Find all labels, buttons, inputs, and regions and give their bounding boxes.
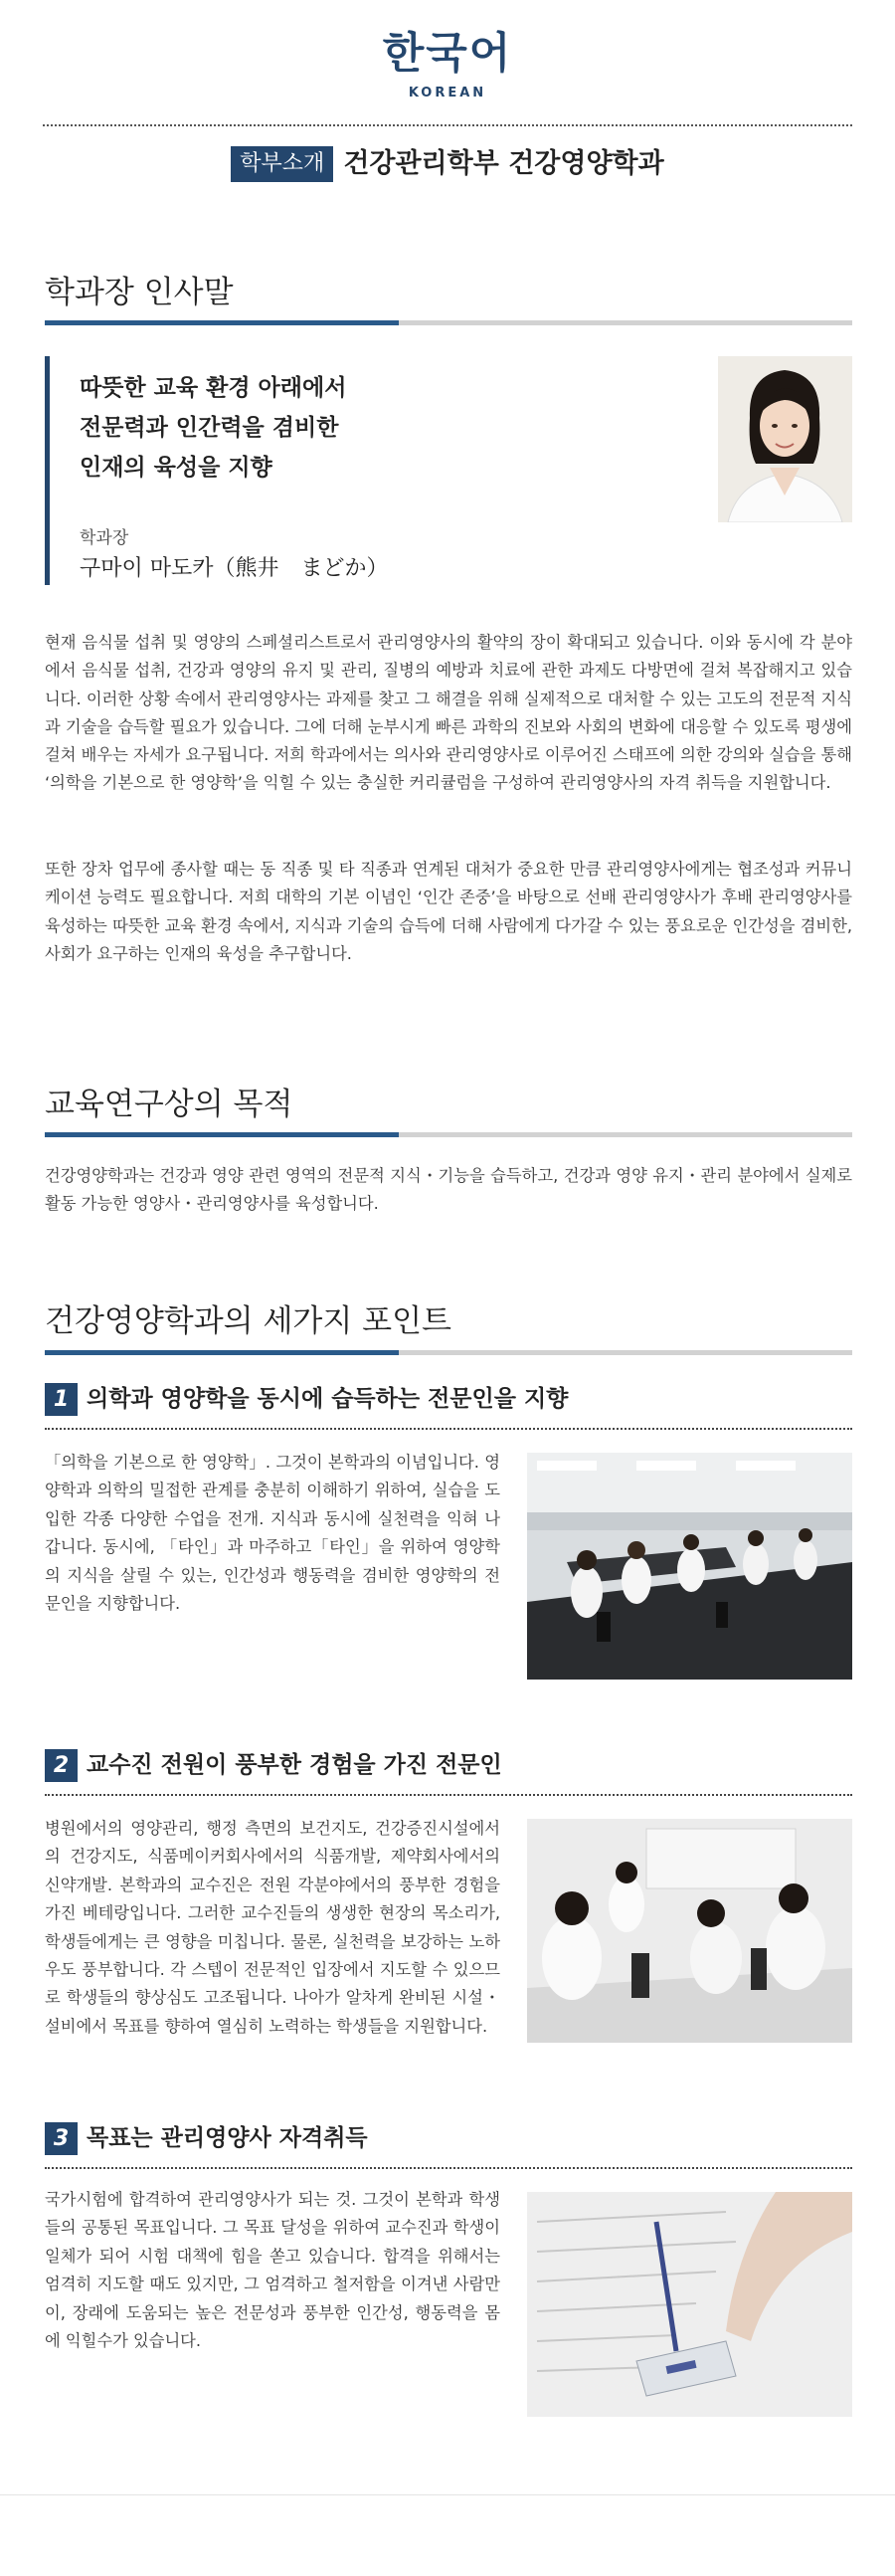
page-title xyxy=(0,146,895,186)
logo-english: KOREAN xyxy=(408,86,487,100)
point-2-text: 병원에서의 영양관리, 행정 측면의 보건지도, 건강증진시설에서의 건강지도, 식품메이커회사에서의 식품개발, 제약회사에서의 신약개발. 본학과의 교수진은 전원 각분야에서의 풍부한 경험을 가진 베테랑입니다. 그러한 교수진들의 생생한 현장의 목소리가, 학생들에게는 큰 영향을 미칩니다. 물론, 실천력을 보강하는 노하우도 풍부합니다. 각 스텝이 전문적인 입장에서 지도할 수 있으므로 학생들의 향상심도 고조됩니다. 나아가 알차게 완비된 시설・설비에서 목표를 향하여 열심히 노력하는 학생들을 지원합니다. xyxy=(45,1819,500,2036)
greeting-paragraph: 현재 음식물 섭취 및 영양의 스페셜리스트로서 관리영양사의 활약의 장이 확대되고 있습니다. 이와 동시에 각 분야에서 음식물 섭취, 건강과 영양의 유지 및 관리, 질병의 예방과 치료에 관한 과제도 다방면에 걸쳐 복잡해지고 있습니다. 이러한 상황 속에서 관리영양사는 과제를 찾고 그 해결을 위해 실제적으로 대처할 수 있는 고도의 전문적 지식과 기술을 습득할 필요가 있습니다. 그에 더해 눈부시게 빠른 과학의 진보와 사회의 변화에 대응할 수 있도록 평생에 걸쳐 배우는 자세가 요구됩니다. 저희 학과에서는 의사와 관리영양사로 이루어진 스태프에 의한 강의와 실습을 통해 ‘의학을 기본으로 한 영양학’을 익힐 수 있는 충실한 커리큘럼을 구성하여 관리영양사의 자격 취득을 지원합니다. xyxy=(45,633,852,793)
points-heading-rule xyxy=(45,1350,852,1355)
point-title: 의학과 영양학을 동시에 습득하는 전문인을 지향 xyxy=(87,1386,569,1412)
point-number-badge: 2 xyxy=(45,1749,78,1782)
point-number-badge: 1 xyxy=(45,1383,78,1416)
greeting-paragraph: 또한 장차 업무에 종사할 때는 동 직종 및 타 직종과 연계된 대처가 중요한 만큼 관리영양사에게는 협조성과 커뮤니케이션 능력도 필요합니다. 저희 대학의 기본 이념인 ‘인간 존중’을 바탕으로 선배 관리영양사가 후배 관리영양사를 육성하는 따뜻한 교육 환경 속에서, 지식과 기술의 습득에 더해 사람에게 다가갈 수 있는 풍요로운 인간성을 겸비한, 사회가 요구하는 인재의 육성을 추구합니다. xyxy=(45,860,852,963)
dean-role: 학과장 xyxy=(80,528,129,548)
greeting-heading: 학과장 인사말 xyxy=(45,275,234,310)
site-header xyxy=(0,0,895,126)
title-tag: 학부소개 xyxy=(231,146,333,182)
lab-students-photo xyxy=(527,1453,852,1680)
point-divider xyxy=(45,1428,852,1430)
greeting-box xyxy=(45,356,852,585)
purpose-text: 건강영양학과는 건강과 영양 관련 영역의 전문적 지식・기능을 습득하고, 건강과 영양 유지・관리 분야에서 실제로 활동 가능한 영양사・관리영양사를 육성합니다. xyxy=(45,1166,852,1214)
purpose-heading: 교육연구상의 목적 xyxy=(45,1087,293,1122)
point-title: 교수진 전원이 풍부한 경험을 가진 전문인 xyxy=(87,1752,502,1778)
header-divider xyxy=(43,124,852,126)
point-divider xyxy=(45,2167,852,2169)
exam-study-photo xyxy=(527,2192,852,2417)
greeting-heading-rule xyxy=(45,320,852,325)
title-main: 건강관리학부 건강영양학과 xyxy=(343,148,664,179)
dean-portrait xyxy=(718,356,852,522)
point-3-text: 국가시험에 합격하여 관리영양사가 되는 것. 그것이 본학과 학생들의 공통된 목표입니다. 그 목표 달성을 위하여 교수진과 학생이 일체가 되어 시험 대책에 힘을 쏟고 있습니다. 합격을 위해서는 엄격히 지도할 때도 있지만, 그 엄격하고 철저함을 이겨낸 사람만이, 장래에 도움되는 높은 전문성과 풍부한 인간성, 행동력을 몸에 익힐수가 있습니다. xyxy=(45,2190,500,2351)
point-number-badge: 3 xyxy=(45,2122,78,2155)
logo-korean[interactable]: 한국어 xyxy=(382,29,513,79)
footer-divider xyxy=(0,2494,895,2495)
points-heading: 건강영양학과의 세가지 포인트 xyxy=(45,1303,452,1339)
greeting-line: 따뜻한 교육 환경 아래에서 xyxy=(80,375,347,401)
greeting-line: 인재의 육성을 지향 xyxy=(80,455,272,481)
purpose-heading-rule xyxy=(45,1132,852,1137)
greeting-accent-bar xyxy=(45,356,50,585)
greeting-line: 전문력과 인간력을 겸비한 xyxy=(80,415,339,441)
point-divider xyxy=(45,1794,852,1796)
dean-name: 구마이 마도카（熊井 まどか） xyxy=(80,556,389,581)
microscope-lab-photo xyxy=(527,1819,852,2043)
point-title: 목표는 관리영양사 자격취득 xyxy=(87,2125,368,2151)
point-1-text: 「의학을 기본으로 한 영양학」. 그것이 본학과의 이념입니다. 영양학과 의학의 밀접한 관계를 충분히 이해하기 위하여, 실습을 도입한 각종 다양한 수업을 전개. 지식과 동시에 실천력을 익혀 나갑니다. 동시에, 「타인」과 마주하고「타인」을 위하여 영양학의 지식을 살릴 수 있는, 인간성과 행동력을 겸비한 영양학의 전문인을 지향합니다. xyxy=(45,1453,500,1614)
greeting-message xyxy=(80,368,346,488)
